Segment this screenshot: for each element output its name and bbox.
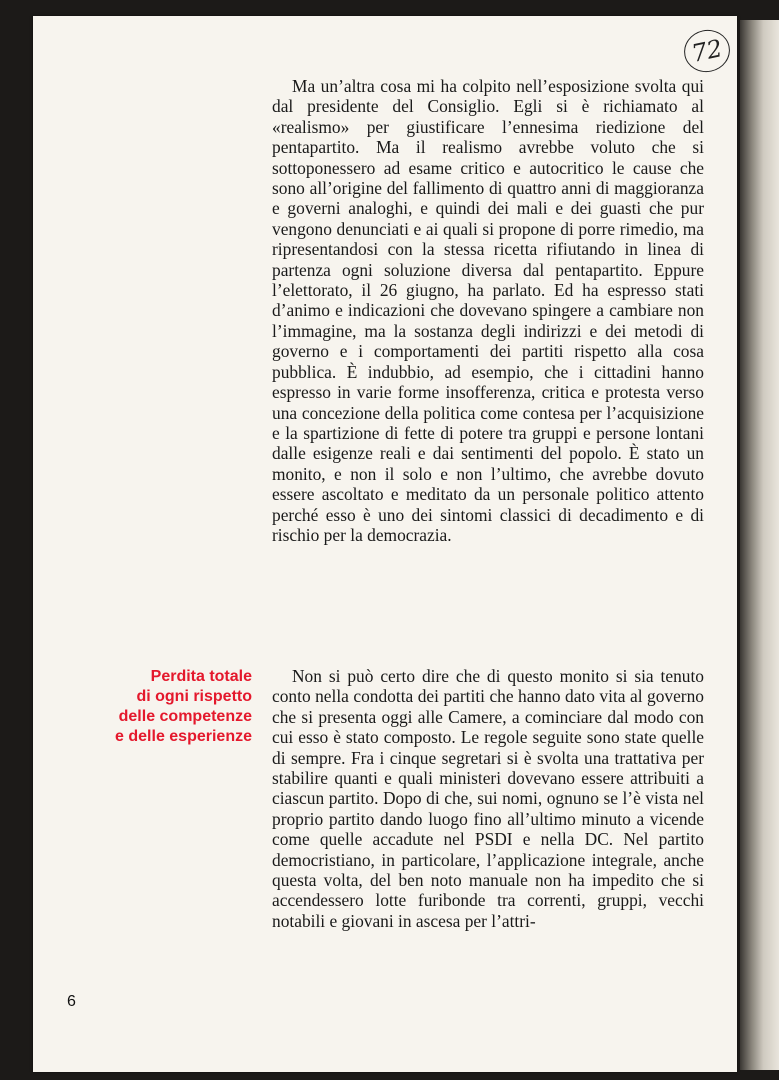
body-paragraph-2 (272, 666, 704, 931)
side-heading-line: e delle esperienze (115, 728, 252, 745)
side-heading-line: Perdita totale (150, 668, 252, 685)
side-heading-line: di ogni rispetto (136, 688, 252, 705)
side-heading (60, 667, 252, 747)
body-paragraph-1 (272, 76, 704, 545)
side-heading-line: delle competenze (118, 708, 252, 725)
archive-number-stamp: 72 (680, 26, 734, 77)
paragraph-text: Non si può certo dire che di questo monito si sia tenuto conto nella condotta dei partiti che hanno dato vita al governo che si presenta oggi alle Camere, a cominciare dal modo con cui esso è stato composto. Le regole seguite sono state quelle di sempre. Fra i cinque segretari si è svolta una trattativa per stabilire quanti e quali ministeri dovevano essere attribuiti a ciascun partito. Dopo di che, sui nomi, ognuno se l’è vista nel proprio partito dando luogo fino all’ultimo minuto a vicende come quelle accadute nel PSDI e nella DC. Nel partito democristiano, in particolare, l’applicazione integrale, anche questa volta, del ben noto manuale non ha impedito che si accendessero lotte furibonde tra correnti, gruppi, vecchi notabili e giovani in ascesa per l’attri- (272, 666, 704, 931)
paragraph-text: Ma un’altra cosa mi ha colpito nell’esposizione svolta qui dal presidente del Consiglio. Egli si è richiamato al «realismo» per giustificare l’ennesima riedizione del pentapartito. Ma il realismo avrebbe voluto che si sottoponessero ad esame critico e autocritico le cause che sono all’origine del fallimento di quattro anni di maggioranza e governi analoghi, e quindi dei mali e dei guasti che pur vengono denunciati e ai quali si propone di porre rimedio, ma ripresentandosi con la stessa ricetta rifiutando in linea di partenza ogni soluzione diversa dal pentapartito. Eppure l’elettorato, il 26 giugno, ha parlato. Ed ha espresso stati d’animo e indicazioni che dovevano spingere a cambiare non l’immagine, ma la sostanza degli indirizzi e dei metodi di governo e i comportamenti dei partiti rispetto alla cosa pubblica. È indubbio, ad esempio, che i cittadini hanno espresso in varie forme insofferenza, critica e protesta verso una concezione della politica come contesa per l’acquisizione e la spartizione di fette di potere tra gruppi e persone lontani dalle esigenze reali e dai sentimenti del popolo. È stato un monito, e non il solo e non l’ultimo, che avrebbe dovuto essere ascoltato e meditato da un personale politico attento perché esso è uno dei sintomi classici di decadimento e di rischio per la democrazia. (272, 76, 704, 545)
page-number: 6 (67, 993, 76, 1010)
next-page-edge (740, 20, 779, 1070)
